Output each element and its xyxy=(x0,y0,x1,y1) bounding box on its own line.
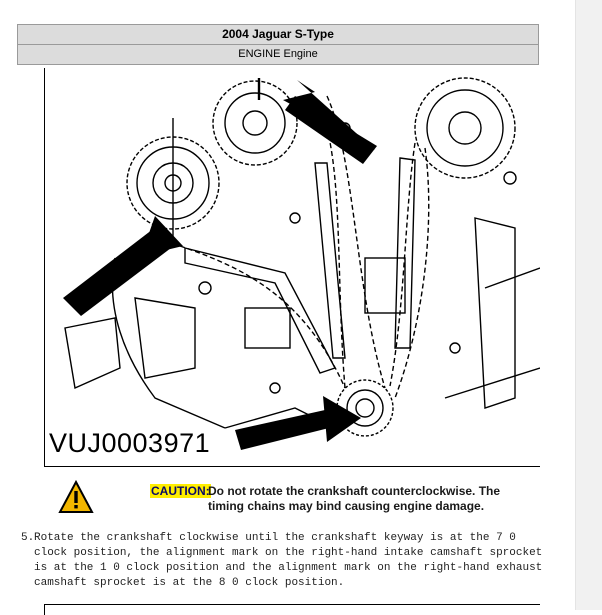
engine-block-outline xyxy=(65,123,540,428)
timing-chains xyxy=(180,96,429,398)
engine-timing-figure xyxy=(44,68,540,467)
caution-label: CAUTION: xyxy=(151,484,210,498)
scrollbar[interactable] xyxy=(575,0,602,610)
warning-triangle-icon xyxy=(58,480,94,514)
right-camshaft-sprocket xyxy=(415,78,515,178)
caution-notice xyxy=(58,480,528,520)
chain-guides xyxy=(135,158,515,408)
exhaust-camshaft-sprocket xyxy=(127,118,219,248)
arrow-bottom xyxy=(235,410,329,450)
step-number: 5. xyxy=(21,532,35,544)
document-header xyxy=(17,24,539,65)
intake-camshaft-sprocket xyxy=(213,78,297,165)
document-title: 2004 Jaguar S-Type xyxy=(17,24,539,45)
arrow-bottom-head xyxy=(323,396,361,442)
step-text: Rotate the crankshaft clockwise until the crankshaft keyway is at the 7 0 clock position, the alignment mark on the right-hand intake camshaft sprocket is at the 1 0 clock position and the alignment mark on the right-hand exhaust camshaft sprocket is at the 8 0 clock position. xyxy=(34,532,543,589)
indicator-arrows xyxy=(63,80,377,450)
procedure-step xyxy=(21,531,554,591)
document-subtitle: ENGINE Engine xyxy=(17,45,539,65)
figure-id-label: VUJ0003971 xyxy=(49,428,211,458)
caution-text: Do not rotate the crankshaft counterclockwise. The timing chains may bind causing engine damage. xyxy=(208,484,501,513)
engine-timing-illustration xyxy=(45,68,540,466)
